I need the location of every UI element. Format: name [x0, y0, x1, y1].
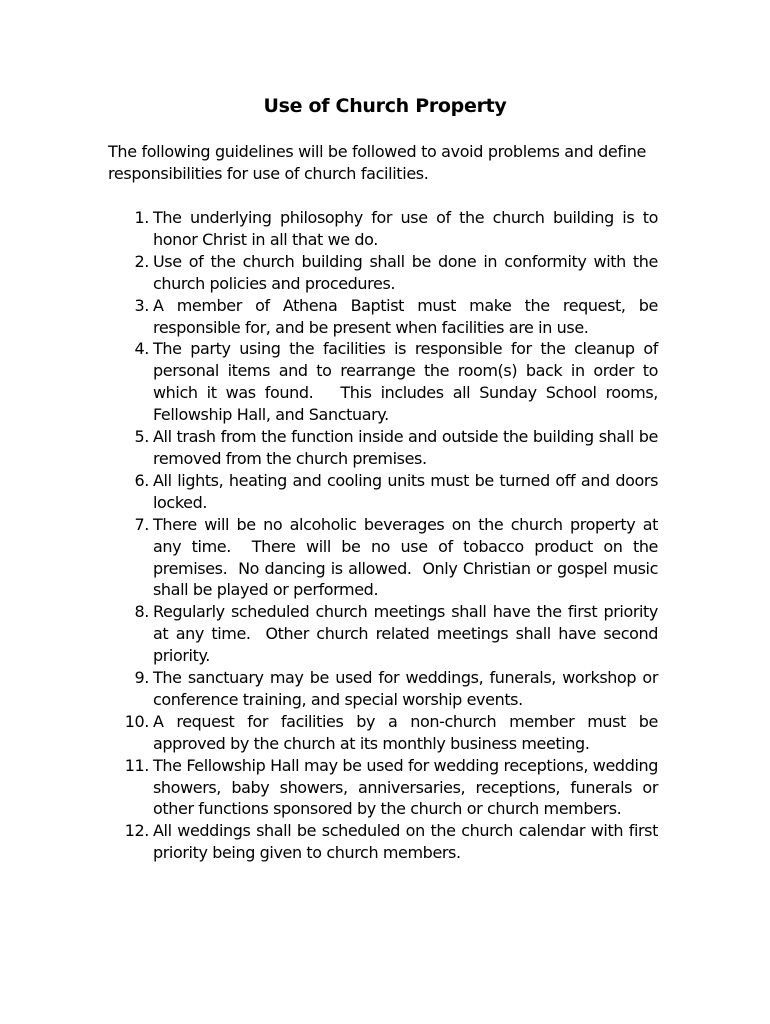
- guideline-text: The sanctuary may be used for weddings, funerals, workshop or conference training, and special worship events.: [153, 668, 663, 709]
- guideline-number: 12.: [124, 821, 149, 841]
- guideline-text: Use of the church building shall be done in conformity with the church policies and procedures.: [153, 251, 663, 293]
- guideline-text: The party using the facilities is responsible for the cleanup of personal items and to rearrange the room(s) back in order to which it was found. This includes all Sunday School rooms, Fellowship Hall, and Sanctuary.: [153, 339, 663, 425]
- guideline-text: The underlying philosophy for use of the church building is to honor Christ in all that we do.: [153, 208, 663, 249]
- guideline-item: [108, 755, 663, 821]
- guideline-item: [108, 426, 663, 470]
- guideline-text: The Fellowship Hall may be used for wedding receptions, wedding showers, baby showers, anniversaries, receptions, funerals or other functions sponsored by the church or church members.: [153, 755, 663, 819]
- guideline-number: 10.: [124, 711, 149, 731]
- guideline-item: [108, 711, 663, 755]
- guideline-number: 8.: [134, 602, 149, 622]
- guideline-item: [108, 207, 663, 251]
- page-title: Use of Church Property: [263, 95, 507, 117]
- guideline-number: 7.: [134, 514, 149, 534]
- guidelines-list: [108, 207, 663, 864]
- guideline-text: A request for facilities by a non-church member must be approved by the church at its monthly business meeting.: [153, 711, 663, 753]
- guideline-number: 5.: [134, 427, 149, 447]
- guideline-text: A member of Athena Baptist must make the request, be responsible for, and be present when facilities are in use.: [153, 295, 663, 337]
- guideline-number: 2.: [134, 251, 149, 271]
- guideline-number: 9.: [134, 668, 149, 688]
- intro-paragraph: The following guidelines will be followed to avoid problems and define responsibilities for use of church facilities.: [108, 142, 647, 183]
- guideline-text: There will be no alcoholic beverages on the church property at any time. There will be no use of tobacco product on the premises. No dancing is allowed. Only Christian or gospel music shall be played or performed.: [153, 514, 663, 600]
- guideline-item: [108, 470, 663, 514]
- guideline-text: All trash from the function inside and outside the building shall be removed from the church premises.: [153, 427, 663, 468]
- guideline-item: [108, 295, 663, 339]
- guideline-number: 3.: [134, 295, 149, 315]
- guideline-item: [108, 514, 663, 602]
- guideline-number: 4.: [134, 339, 149, 359]
- guideline-text: Regularly scheduled church meetings shall have the first priority at any time. Other church related meetings shall have second priority.: [153, 602, 663, 666]
- guideline-item: [108, 667, 663, 711]
- guideline-item: [108, 820, 663, 864]
- guideline-item: [108, 338, 663, 426]
- guideline-text: All lights, heating and cooling units must be turned off and doors locked.: [153, 470, 663, 512]
- guideline-item: [108, 601, 663, 667]
- guideline-text: All weddings shall be scheduled on the church calendar with first priority being given to church members.: [153, 821, 663, 863]
- guideline-number: 11.: [124, 755, 149, 775]
- guideline-number: 6.: [134, 470, 149, 490]
- guideline-item: [108, 251, 663, 295]
- guideline-number: 1.: [134, 208, 149, 227]
